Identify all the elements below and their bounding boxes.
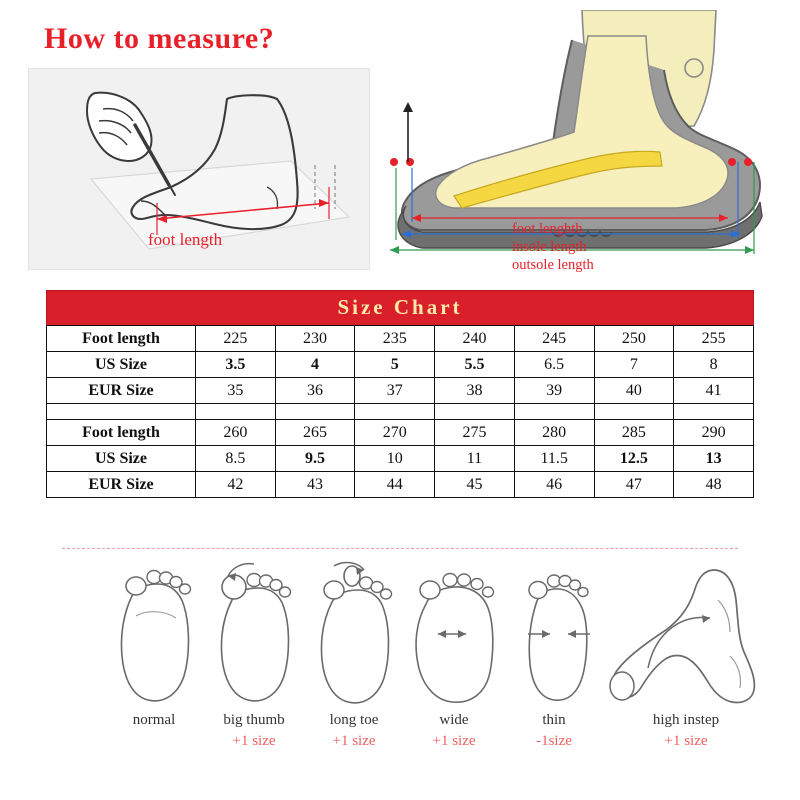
long-toe-foot-icon [302, 560, 406, 710]
cell: 260 [196, 420, 276, 446]
cell: 8 [674, 352, 754, 378]
cell: 250 [594, 326, 674, 352]
cell: 36 [275, 378, 355, 404]
cell: 38 [435, 378, 515, 404]
cell: 235 [355, 326, 435, 352]
cell: 225 [196, 326, 276, 352]
foot-type-normal [102, 560, 206, 733]
cell: 35 [196, 378, 276, 404]
row-label: EUR Size [47, 472, 196, 498]
row-label: Foot length [47, 326, 196, 352]
cell: 13 [674, 446, 754, 472]
foot-type-long-toe [302, 560, 406, 750]
cell: 41 [674, 378, 754, 404]
cell: 40 [594, 378, 674, 404]
wide-foot-icon [402, 560, 506, 710]
cell: 245 [514, 326, 594, 352]
table-spacer-row [47, 404, 754, 420]
high-instep-foot-icon [598, 560, 774, 710]
foot-type-label: wide [439, 712, 469, 728]
cell: 4 [275, 352, 355, 378]
cell: 8.5 [196, 446, 276, 472]
table-row [47, 378, 754, 404]
row-label: Foot length [47, 420, 196, 446]
foot-length-caption: foot length [148, 230, 223, 249]
row-label: US Size [47, 352, 196, 378]
cell: 45 [435, 472, 515, 498]
row-label: US Size [47, 446, 196, 472]
cell: 37 [355, 378, 435, 404]
cell: 46 [514, 472, 594, 498]
foot-type-thin [502, 560, 606, 750]
table-row [47, 420, 754, 446]
cell: 48 [674, 472, 754, 498]
normal-foot-icon [102, 560, 206, 710]
legend-outsole-length: outsole length [512, 257, 594, 273]
foot-type-label: thin [542, 712, 566, 728]
cell: 275 [435, 420, 515, 446]
cell: 5.5 [435, 352, 515, 378]
thin-foot-icon [502, 560, 606, 710]
size-chart-table [46, 325, 754, 498]
cell: 270 [355, 420, 435, 446]
cell: 5 [355, 352, 435, 378]
cell: 11.5 [514, 446, 594, 472]
cell: 7 [594, 352, 674, 378]
cell: 255 [674, 326, 754, 352]
size-chart-title: Size Chart [46, 290, 754, 325]
cell: 290 [674, 420, 754, 446]
cell: 12.5 [594, 446, 674, 472]
foot-type-adjust: +1 size [332, 733, 376, 749]
foot-type-label: long toe [329, 712, 379, 728]
section-divider [62, 548, 738, 549]
cell: 240 [435, 326, 515, 352]
foot-type-label: high instep [652, 712, 720, 728]
foot-type-label: normal [132, 712, 176, 728]
legend-insole-length: insole length [512, 239, 587, 255]
size-chart [46, 290, 754, 498]
foot-type-wide [402, 560, 506, 750]
table-row [47, 446, 754, 472]
cell: 10 [355, 446, 435, 472]
cell: 43 [275, 472, 355, 498]
foot-type-adjust: +1 size [432, 733, 476, 749]
measurement-legend [512, 220, 594, 274]
row-label: EUR Size [47, 378, 196, 404]
foot-type-adjust: +1 size [664, 733, 708, 749]
cell: 280 [514, 420, 594, 446]
cell: 265 [275, 420, 355, 446]
cell: 6.5 [514, 352, 594, 378]
cell: 3.5 [196, 352, 276, 378]
cell: 285 [594, 420, 674, 446]
table-row [47, 326, 754, 352]
big-thumb-foot-icon [202, 560, 306, 710]
cell: 44 [355, 472, 435, 498]
cell: 11 [435, 446, 515, 472]
page-title: How to measure? [44, 22, 275, 55]
cell: 42 [196, 472, 276, 498]
cell: 230 [275, 326, 355, 352]
foot-type-big-thumb [202, 560, 306, 750]
foot-type-adjust: -1size [536, 733, 572, 749]
cell: 9.5 [275, 446, 355, 472]
table-row [47, 472, 754, 498]
cell: 39 [514, 378, 594, 404]
table-row [47, 352, 754, 378]
foot-type-adjust: +1 size [232, 733, 276, 749]
foot-type-label: big thumb [223, 712, 285, 728]
cell: 47 [594, 472, 674, 498]
foot-type-high-instep [598, 560, 774, 750]
legend-foot-length: foot lenghth [512, 221, 583, 237]
foot-type-gallery [50, 552, 760, 784]
